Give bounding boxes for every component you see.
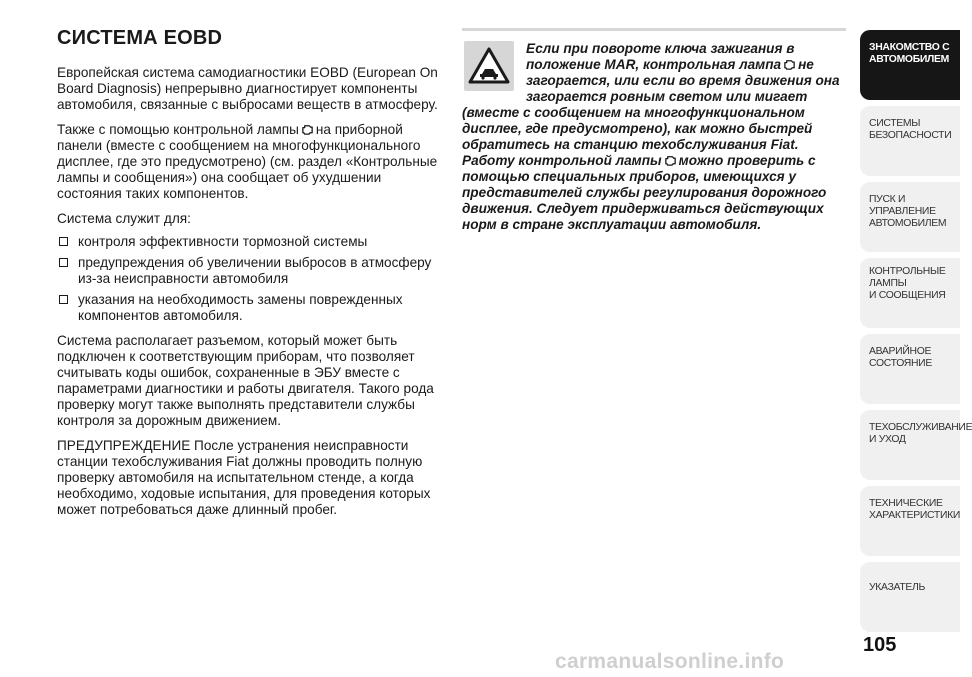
tab-emergency[interactable]: АВАРИЙНОЕ СОСТОЯНИЕ — [860, 334, 960, 404]
intro-paragraph: Европейская система самодиагностики EOBD (European On Board Diagnosis) непрерывно диагностирует компоненты автомобиля, связанные с выбросами веществ в атмосферу. — [57, 65, 438, 112]
list-item: контроля эффективности тормозной системы — [57, 234, 442, 250]
page-title: СИСТЕМА EOBD — [57, 27, 223, 49]
chapter-sidebar — [860, 30, 972, 630]
list-item: указания на необходимость замены поврежденных компонентов автомобиля. — [57, 292, 442, 324]
lamp-paragraph — [57, 122, 442, 202]
watermark: carmanualsonline.info — [555, 650, 785, 673]
list-item: предупреждения об увеличении выбросов в атмосферу из-за неисправности автомобиля — [57, 255, 442, 287]
engine-check-lamp-icon — [301, 123, 314, 136]
tab-index[interactable]: УКАЗАТЕЛЬ — [860, 562, 960, 632]
tab-starting-driving[interactable]: ПУСК И УПРАВЛЕНИЕ АВТОМОБИЛЕМ — [860, 182, 960, 252]
purpose-list — [57, 234, 442, 324]
tab-getting-to-know[interactable]: ЗНАКОМСТВО С АВТОМОБИЛЕМ — [860, 30, 960, 100]
warning-note — [462, 28, 846, 233]
tab-safety[interactable]: СИСТЕМЫ БЕЗОПАСНОСТИ — [860, 106, 960, 176]
tab-maintenance[interactable]: ТЕХОБСЛУЖИВАНИЕ И УХОД — [860, 410, 960, 480]
warning-text-2: не загорается, или если во время движения она загорается ровным светом или мигает (вместе с сообщением на многофункциональном дисплее, где предусмотрено), как можно быстрей обратитесь на станцию техобслуживания Fiat. Работу контрольной лампы — [462, 57, 840, 168]
left-column — [57, 65, 442, 527]
lamp-paragraph-end: на приборной панели (вместе с сообщением на многофункционального дисплее, где это предусмотрено) (см. раздел «Контрольные лампы и сообщения») она сообщает об ухудшении состояния таких компонентов. — [57, 122, 438, 201]
engine-check-lamp-icon — [664, 154, 677, 167]
tab-technical-specs[interactable]: ТЕХНИЧЕСКИЕ ХАРАКТЕРИСТИКИ — [860, 486, 960, 556]
connector-paragraph: Система располагает разъемом, который может быть подключен к соответствующим приборам, что позволяет считывать коды ошибок, сохраненные в ЭБУ вместе с параметрами диагностики и работы двигателя. Такого рода проверку могут также выполнять представители службы контроля за дорожным движением. — [57, 333, 434, 428]
page-number: 105 — [863, 634, 897, 656]
tab-warning-lights[interactable]: КОНТРОЛЬНЫЕ ЛАМПЫ И СООБЩЕНИЯ — [860, 258, 960, 328]
warning-triangle-car-icon — [464, 41, 514, 91]
checkbox-bullet-icon — [59, 237, 68, 246]
warning-text-3: можно проверить с помощью специальных приборов, имеющихся у представителей службы регулирования дорожного движения. Следует придерживаться действующих норм в стране эксплуатации автомобиля. — [462, 153, 827, 232]
checkbox-bullet-icon — [59, 295, 68, 304]
engine-check-lamp-icon — [783, 58, 796, 71]
checkbox-bullet-icon — [59, 258, 68, 267]
lamp-paragraph-start: Также с помощью контрольной лампы — [57, 122, 299, 137]
warning-text-1: Если при повороте ключа зажигания в положение MAR, контрольная лампа — [526, 41, 795, 72]
warning-paragraph: ПРЕДУПРЕЖДЕНИЕ После устранения неисправности станции техобслуживания Fiat должны проводить полную проверку автомобиля на испытательном стенде, а когда необходимо, ходовые испытания, для проведения которых может потребоваться даже длинный пробег. — [57, 438, 431, 517]
purpose-lead: Система служит для: — [57, 211, 191, 226]
